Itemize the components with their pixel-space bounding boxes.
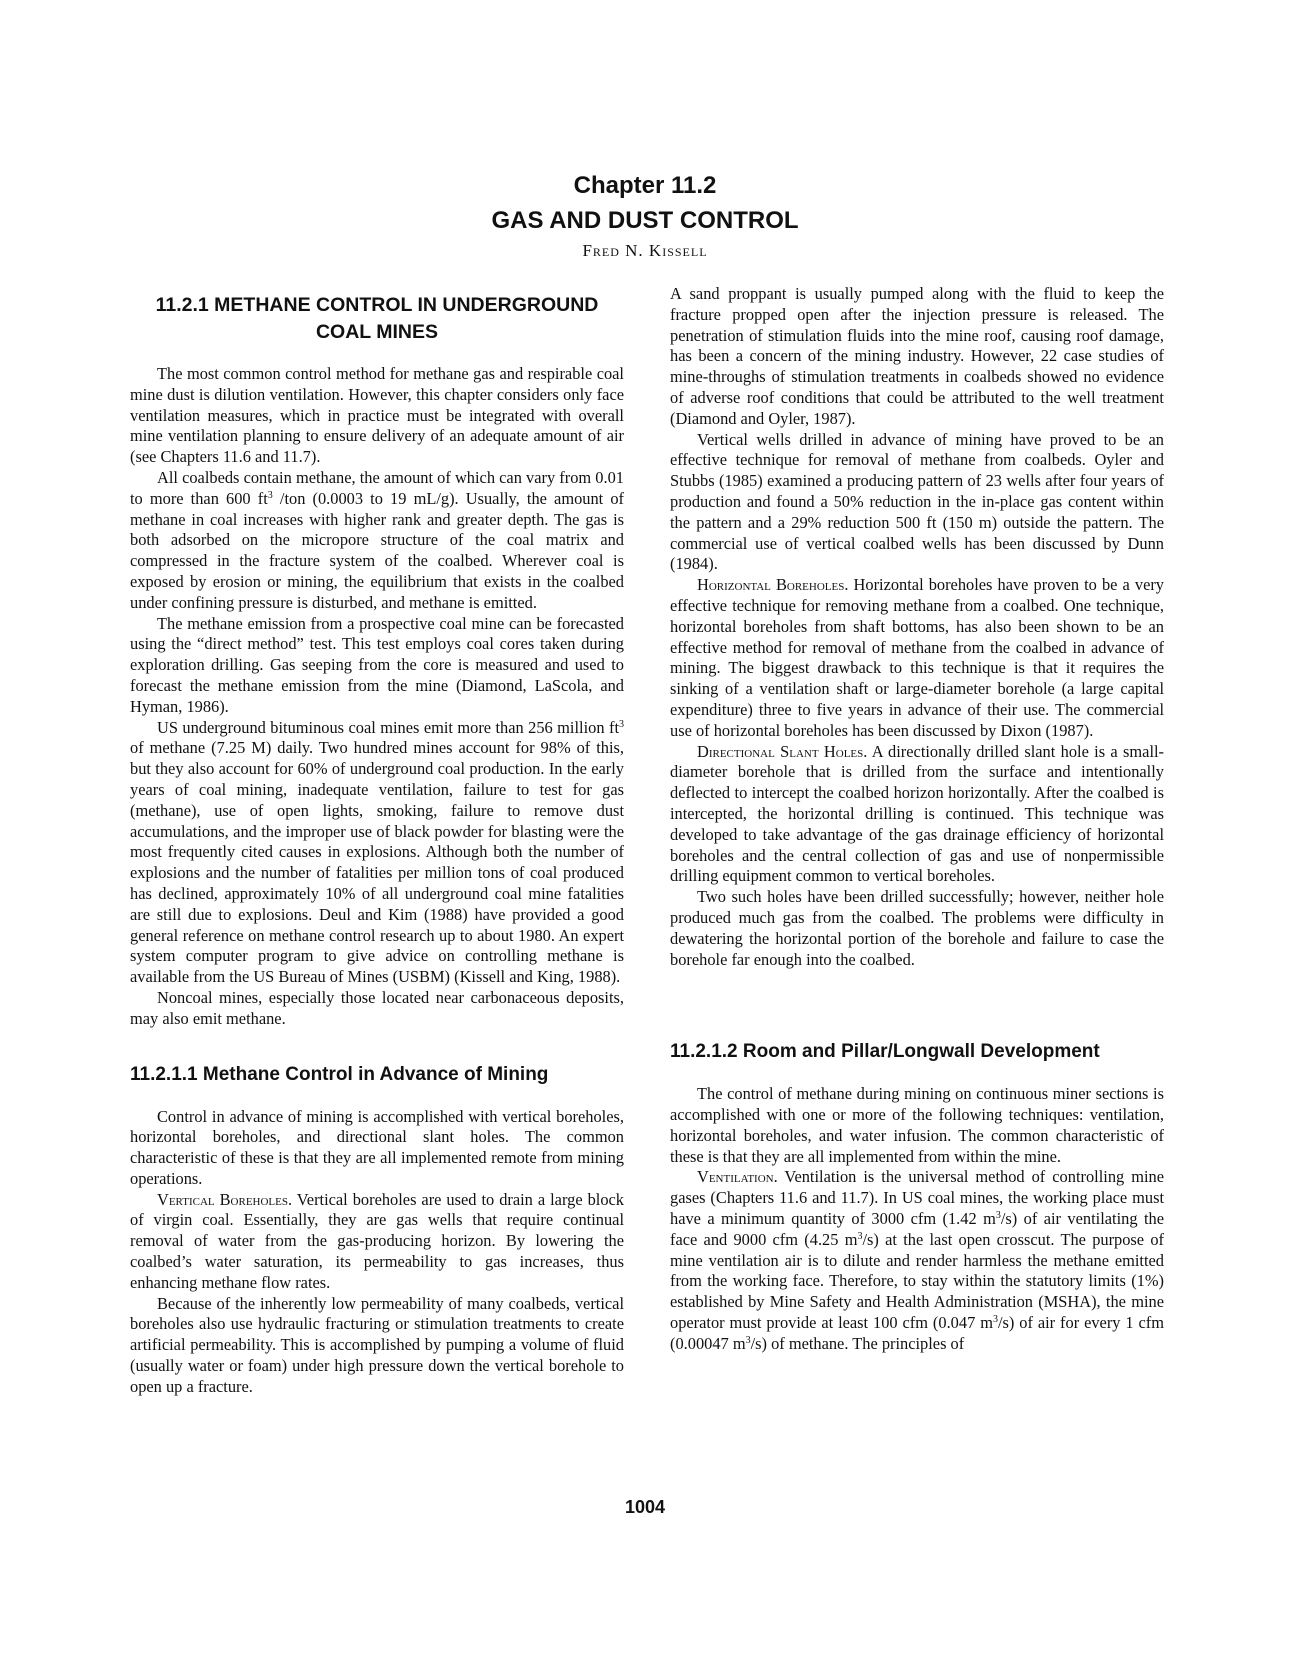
run-in-heading: Horizontal Boreholes.: [697, 575, 849, 595]
left-column: [130, 292, 624, 1398]
author-name: Fred N. Kissell: [582, 241, 708, 260]
chapter-title: GAS AND DUST CONTROL: [491, 207, 799, 234]
chapter-number: Chapter 11.2: [573, 172, 717, 199]
section-heading: 11.2.1 METHANE CONTROL IN UNDERGROUND COAL MINES: [155, 294, 599, 343]
paragraph: Ventilation. Ventilation is the universal method of controlling mine gases (Chapters 11.6 and 11.7). In US coal mines, the working place must have a minimum quantity of 3000 cfm (1.42 $m^3/s$) of air ventilating the face and 9000 cfm (4.25 $m^3/s$) at the last open crosscut. The purpose of mine ventilation air is to dilute and render harmless the methane emitted from the working face. Therefore, to stay within the statutory limits (1%) established by Mine Safety and Health Administration (MSHA), the mine operator must provide at least 100 cfm (0.047 $m^3/s$) of air for every 1 cfm (0.00047 $m^3/s$) of methane. The principles of: [670, 1167, 1165, 1353]
paragraph: All coalbeds contain methane, the amount of which can vary from 0.01 to more than 600 $ft^3$ /ton (0.0003 to 19 mL/g). Usually, the amount of methane in coal increases with higher rank and greater depth. The gas is both adsorbed on the micropore structure of the coal matrix and compressed in the fracture system of the coalbed. Wherever coal is exposed by erosion or mining, the equilibrium that exists in the coalbed under confining pressure is disturbed, and methane is emitted.: [130, 467, 625, 612]
run-in-heading: Directional Slant Holes.: [697, 741, 868, 761]
paragraph: The methane emission from a prospective coal mine can be forecasted using the “direct method” test. This test employs coal cores taken during exploration drilling. Gas seeping from the core is measured and used to forecast the methane emission from the mine (Diamond, LaScola, and Hyman, 1986).: [130, 613, 624, 716]
subsection-heading: 11.2.1.1 Methane Control in Advance of Mining: [130, 1063, 549, 1085]
paragraph: Vertical wells drilled in advance of mining have proved to be an effective technique for removal of methane from coalbeds. Oyler and Stubbs (1985) examined a producing pattern of 23 wells after four years of production and found a 50% reduction in the in-place gas content within the pattern and a 29% reduction 500 ft (150 m) outside the pattern. The commercial use of vertical coalbed wells has been discussed by Dunn (1984).: [670, 429, 1164, 574]
page-number: 1004: [624, 1497, 666, 1517]
paragraph: Control in advance of mining is accomplished with vertical boreholes, horizontal boreholes, and directional slant holes. The common characteristic of these is that they are all implemented remote from mining operations.: [130, 1106, 624, 1188]
paragraph: The most common control method for methane gas and respirable coal mine dust is dilution ventilation. However, this chapter considers only face ventilation measures, which in practice must be integrated with overall mine ventilation planning to ensure delivery of an adequate amount of air (see Chapters 11.6 and 11.7).: [130, 364, 624, 467]
run-in-heading: Vertical Boreholes.: [157, 1189, 293, 1209]
paragraph: Noncoal mines, especially those located near carbonaceous deposits, may also emit methane.: [130, 987, 624, 1028]
author: [0, 240, 1290, 262]
paragraph: Two such holes have been drilled successfully; however, neither hole produced much gas from the coalbed. The problems were difficulty in dewatering the horizontal portion of the borehole and failure to case the borehole far enough into the coalbed.: [670, 887, 1164, 969]
paragraph: Directional Slant Holes. A directionally drilled slant hole is a small-diameter borehole that is drilled from the surface and intentionally deflected to intercept the coalbed horizon horizontally. After the coalbed is intercepted, the horizontal drilling is continued. This technique was developed to take advantage of the gas drainage efficiency of horizontal boreholes and the central collection of gas and use of nonpermissible drilling equipment common to vertical boreholes.: [670, 741, 1165, 886]
paragraph: A sand proppant is usually pumped along with the fluid to keep the fracture propped open after the injection pressure is released. The penetration of stimulation fluids into the mine roof, causing roof damage, has been a concern of the mining industry. However, 22 case studies of mine-throughs of stimulation treatments in coalbeds showed no evidence of adverse roof conditions that could be attributed to the well treatment (Diamond and Oyler, 1987).: [670, 284, 1164, 428]
subsection-heading: 11.2.1.2 Room and Pillar/Longwall Development: [670, 1041, 1100, 1063]
run-in-heading: Ventilation.: [697, 1167, 778, 1187]
paragraph: Because of the inherently low permeability of many coalbeds, vertical boreholes also use hydraulic fracturing or stimulation treatments to create artificial permeability. This is accomplished by pumping a volume of fluid (usually water or foam) under high pressure down the vertical borehole to open up a fracture.: [130, 1293, 624, 1396]
paragraph: US underground bituminous coal mines emit more than 256 million $ft^3$ of methane (7.25 M) daily. Two hundred mines account for 98% of this, but they also account for 60% of underground coal production. In the early years of coal mining, inadequate ventilation, failure to test for gas (methane), use of open lights, smoking, failure to remove dust accumulations, and the improper use of black powder for blasting were the most frequently cited causes in explosions. Although both the number of explosions and the number of fatalities per million tons of coal produced has declined, approximately 10% of all underground coal mine fatalities are still due to explosions. Deul and Kim (1988) have provided a good general reference on methane control research up to about 1980. An expert system computer program to give advice on controlling methane is available from the US Bureau of Mines (USBM) (Kissell and King, 1988).: [130, 717, 624, 987]
paragraph: Vertical Boreholes. Vertical boreholes are used to drain a large block of virgin coal. Essentially, they are gas wells that require continual removal of water from the gas-producing horizon. By lowering the coalbed’s water saturation, its permeability to gas increases, thus enhancing methane flow rates.: [130, 1189, 624, 1292]
paragraph: The control of methane during mining on continuous miner sections is accomplished with one or more of the following techniques: ventilation, horizontal boreholes, and water infusion. The common characteristic of these is that they are all implemented from within the mine.: [670, 1084, 1164, 1166]
paragraph: Horizontal Boreholes. Horizontal boreholes have proven to be a very effective technique for removing methane from a coalbed. One technique, horizontal boreholes from shaft bottoms, has also been shown to be an effective method for removal of methane from the coalbed in advance of mining. The biggest drawback to this technique is that it requires the sinking of a ventilation shaft or large-diameter borehole (a large capital expenditure) three to five years in advance of their use. The commercial use of horizontal boreholes has been discussed by Dixon (1987).: [670, 575, 1164, 740]
right-column: [670, 284, 1164, 1355]
